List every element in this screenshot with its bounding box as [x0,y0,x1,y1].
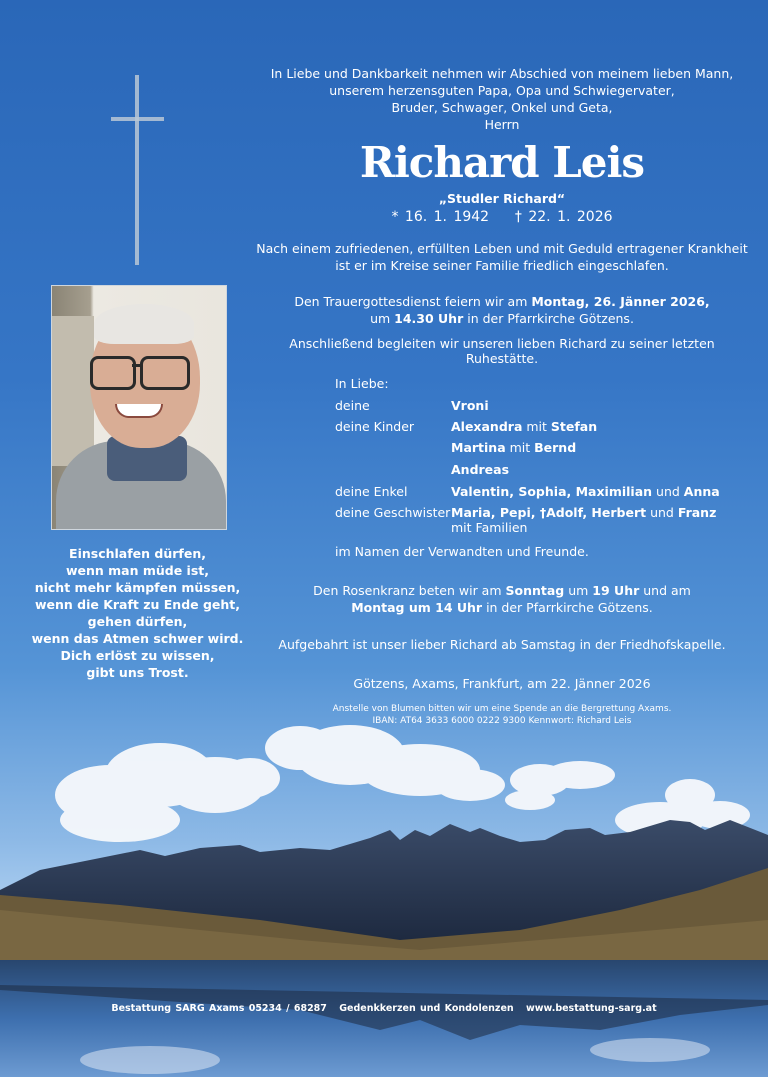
grandchildren-names: Valentin, Sophia, Maximilian und Anna [451,484,720,499]
children-label: deine Kinder [335,419,415,434]
poem: Einschlafen dürfen, wenn man müde ist, nicht mehr kämpfen müssen, wenn die Kraft zu Ende geht, gehen dürfen, wenn das Atmen schwer wird. Dich erlöst zu wissen, gibt uns Trost. [31,546,244,680]
birth-date: * 16. 1. 1942 [391,209,490,225]
intro-text [252,65,752,133]
funeral-home-footer [0,1003,768,1014]
clouds [55,725,750,842]
funeral-post: in der Pfarrkirche Götzens. [463,311,634,326]
funeral-pre2: um [370,311,395,326]
passing-line: Nach einem zufriedenen, erfüllten Leben und mit Geduld ertragener Krankheit [256,241,748,256]
rosary-text: Den Rosenkranz beten wir am Sonntag um 19 Uhr und am Montag um 14 Uhr in der Pfarrkirche Götzens. [313,583,691,615]
deceased-nickname: „Studler Richard“ [438,191,566,206]
relatives-text: im Namen der Verwandten und Freunde. [335,544,589,559]
intro-line: Bruder, Schwager, Onkel und Geta, [391,100,613,115]
funeral-time: 14.30 Uhr [394,311,464,326]
funeral-date: Montag, 26. Jänner 2026, [531,294,710,309]
donation-iban: IBAN: AT64 3633 6000 0222 9300 Kennwort: Richard Leis [372,716,632,726]
death-date: † 22. 1. 2026 [514,209,613,225]
wife-name: Vroni [451,398,489,413]
passing-text [252,240,752,274]
deceased-name: Richard Leis [359,138,645,187]
intro-line: In Liebe und Dankbarkeit nehmen wir Abschied von meinem lieben Mann, [270,66,734,81]
burial-text: Anschließend begleiten wir unseren lieben Richard zu seiner letzten Ruhestätte. [289,336,715,366]
place-date: Götzens, Axams, Frankfurt, am 22. Jänner 2026 [353,676,651,691]
funeral-pre: Den Trauergottesdienst feiern wir am [294,294,532,309]
family-heading: In Liebe: [335,376,389,391]
funeral-home-name: Bestattung SARG Axams 05234 / 68287 [111,1003,327,1014]
wife-label: deine [335,398,370,413]
grandchildren-label: deine Enkel [335,484,408,499]
child-entry: Martina mit Bernd [451,440,577,455]
portrait-photo [51,285,227,530]
life-dates [252,209,752,225]
child-entry: Andreas [451,462,510,477]
candles-link[interactable]: Gedenkkerzen und Kondolenzen [339,1003,514,1014]
siblings-names: Maria, Pepi, †Adolf, Herbert und Franz [451,505,717,520]
website-link[interactable]: www.bestattung-sarg.at [525,1003,657,1014]
siblings-note: mit Familien [451,520,528,535]
intro-line: unserem herzensguten Papa, Opa und Schwiegervater, [329,83,675,98]
siblings-label: deine Geschwister [335,505,451,520]
donation-note [252,703,752,727]
passing-line: ist er im Kreise seiner Familie friedlich eingeschlafen. [335,258,669,273]
child-entry: Alexandra mit Stefan [451,419,598,434]
funeral-service-text [252,293,752,327]
laid-out-text: Aufgebahrt ist unser lieber Richard ab Samstag in der Friedhofskapelle. [278,637,726,652]
donation-line: Anstelle von Blumen bitten wir um eine Spende an die Bergrettung Axams. [332,704,672,714]
intro-line: Herrn [484,117,520,132]
